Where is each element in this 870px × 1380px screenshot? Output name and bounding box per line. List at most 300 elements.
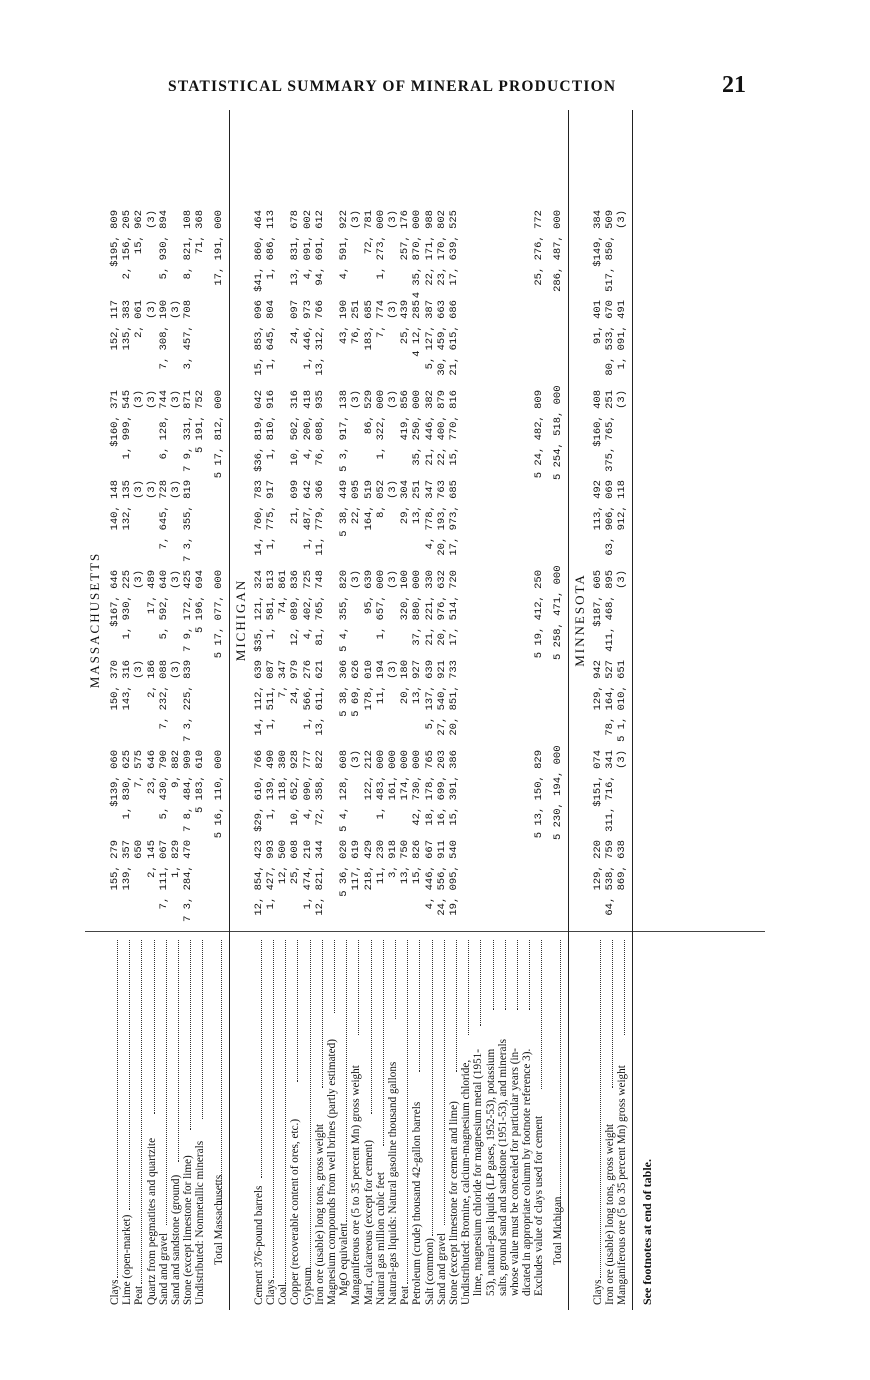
cell-value: (3) <box>133 570 146 589</box>
cell-value: 76, 251 <box>350 300 363 345</box>
cell-value: 118, 380 <box>277 750 290 801</box>
cell-value: 15, 391, 386 <box>448 750 460 826</box>
row-label: Iron ore (usable) long tons, gross weight <box>313 1123 326 1305</box>
cell-value: (3) <box>350 390 363 409</box>
cell-value: 13, 251 <box>411 480 424 525</box>
row-label: Salt (common) <box>423 1238 436 1305</box>
cell-value: 140, 148 <box>109 480 121 531</box>
row-label: Manganiferous ore (5 to 35 percent Mn) gross weight <box>350 1065 363 1305</box>
cell-value: (3) <box>170 300 182 319</box>
cell-value: 21, 221, 330 <box>423 570 436 646</box>
cell-value: 4, 200, 418 <box>301 390 314 460</box>
row-label: Quartz from pegmatites and quartzite <box>145 1137 158 1305</box>
michigan-row <box>521 110 533 1310</box>
cell-value: $41, 860, 464 <box>252 210 265 292</box>
cell-value: 12, 089, 836 <box>289 570 302 646</box>
leader-dots <box>505 940 506 1010</box>
cell-value: 94, 691, 612 <box>313 210 326 286</box>
leader-dots <box>529 940 530 1010</box>
cell-value: 14, 112, 639 <box>252 660 265 736</box>
michigan-row <box>509 110 521 1310</box>
cell-value: 1, 446, 973 <box>301 300 314 370</box>
row-label: Clays <box>265 1279 277 1305</box>
cell-value: 1, 139, 490 <box>265 750 277 820</box>
cell-value: (3) <box>387 570 399 589</box>
cell-value: (3) <box>133 660 146 679</box>
cell-value: (3) <box>170 570 182 589</box>
row-label: 53), natural-gas liquids (LP gases, 1952-53), potassium <box>484 1048 497 1296</box>
michigan-row <box>411 110 423 1310</box>
cell-value: 24, 556, 911 <box>435 840 448 916</box>
leader-dots <box>310 940 311 1273</box>
cell-value: (3) <box>387 210 399 229</box>
cell-value: 7, 111, 067 <box>157 840 170 910</box>
cell-value: 23, 170, 802 <box>435 210 448 286</box>
cell-value: 2, 145 <box>145 840 158 878</box>
row-label: Clays <box>109 1279 121 1305</box>
cell-value: 117, 619 <box>350 840 363 891</box>
leader-dots <box>166 940 167 1226</box>
cell-value: 12, 500 <box>277 840 290 885</box>
michigan-row <box>265 110 277 1310</box>
cell-value: 5 1, 010, 651 <box>616 660 629 742</box>
cell-value: 22, 171, 988 <box>423 210 436 286</box>
leader-dots <box>221 940 222 1204</box>
cell-value: 81, 765, 748 <box>313 570 326 646</box>
cell-value: 12, 821, 344 <box>313 840 326 916</box>
massachusetts-row <box>213 110 225 1310</box>
cell-value: 1, 483, 000 <box>374 750 387 820</box>
cell-value: 1, 930, 225 <box>121 570 134 640</box>
cell-value: (3) <box>387 300 399 319</box>
cell-value: (3) <box>387 660 399 679</box>
cell-value: 23, 646 <box>145 750 158 795</box>
row-label: Natural-gas liquids: Natural gasoline thousand gallons <box>387 1061 399 1305</box>
cell-value: 6, 128, 744 <box>157 390 170 460</box>
cell-value: 5 16, 110, 000 <box>212 750 225 839</box>
cell-value: 174, 000 <box>399 750 412 801</box>
cell-value: 4, 090, 777 <box>301 750 314 820</box>
leader-dots <box>612 940 613 1088</box>
leader-dots <box>346 940 347 1222</box>
michigan-row <box>448 110 460 1310</box>
cell-value: 1, 810, 916 <box>265 390 277 460</box>
cell-value: 20, 851, 733 <box>448 660 460 736</box>
cell-value: 5 13, 150, 829 <box>533 750 546 839</box>
cell-value: (3) <box>616 570 629 589</box>
cell-value: 5, 930, 894 <box>157 210 170 280</box>
cell-value: 7 9, 172, 425 <box>182 570 195 652</box>
row-label: Coal <box>277 1283 290 1305</box>
cell-value: 43, 190 <box>338 300 351 345</box>
cell-value: 74, 861 <box>277 570 290 615</box>
cell-value: 2, 186 <box>145 660 158 698</box>
cell-value: 7 3, 225, 839 <box>182 660 195 742</box>
cell-value: 22, 400, 879 <box>435 390 448 466</box>
cell-value: 122, 212 <box>362 750 375 801</box>
cell-value: (3) <box>387 390 399 409</box>
cell-value: 24, 097 <box>289 300 302 345</box>
cell-value: 5, 127, 387 <box>423 300 436 370</box>
row-label: Peat <box>133 1285 146 1305</box>
cell-value: (3) <box>616 210 629 229</box>
cell-value: $36, 819, 042 <box>252 390 265 472</box>
leader-dots <box>493 940 494 1010</box>
cell-value: (3) <box>145 300 158 319</box>
cell-value: 7, 232, 088 <box>157 660 170 730</box>
cell-value: 4 12, 285 <box>411 300 424 357</box>
cell-value: 5 36, 020 <box>338 840 351 897</box>
cell-value: 155, 279 <box>109 840 121 891</box>
cell-value: 1, 775, 917 <box>265 480 277 550</box>
massachusetts-row <box>109 110 121 1310</box>
cell-value: 2, 156, 205 <box>121 210 134 280</box>
cell-value: 419, 856 <box>399 390 412 441</box>
cell-value: 13, 927 <box>411 660 424 705</box>
cell-value: 9, 882 <box>170 750 182 788</box>
cell-value: 1, 830, 625 <box>121 750 134 820</box>
cell-value: 21, 446, 382 <box>423 390 436 466</box>
leader-dots <box>456 940 457 1072</box>
cell-value: (3) <box>170 390 182 409</box>
cell-value: 5 19, 412, 250 <box>533 570 546 659</box>
michigan-row <box>485 110 497 1310</box>
leader-dots <box>117 940 118 1279</box>
leader-dots <box>202 940 203 1120</box>
massachusetts-row <box>182 110 194 1310</box>
cell-value: 1, 829 <box>170 840 182 878</box>
cell-value: 21, 699 <box>289 480 302 525</box>
michigan-row <box>472 110 484 1310</box>
page-title: STATISTICAL SUMMARY OF MINERAL PRODUCTION <box>168 78 617 95</box>
michigan-row <box>338 110 350 1310</box>
cell-value: 4, 446, 667 <box>423 840 436 910</box>
cell-value: 5 17, 812, 000 <box>212 390 225 479</box>
row-label: Cement 376-pound barrels <box>252 1185 265 1305</box>
leader-dots <box>419 940 420 1072</box>
cell-value: $160, 408 <box>591 390 604 447</box>
cell-value: 17, 514, 720 <box>448 570 460 646</box>
cell-value: 12, 854, 423 <box>252 840 265 916</box>
cell-value: 7, 575 <box>133 750 146 788</box>
cell-value: 15, 826 <box>411 840 424 885</box>
cell-value: 72, 781 <box>362 210 375 255</box>
cell-value: 25, 608 <box>289 840 302 885</box>
cell-value: 13, 611, 621 <box>313 660 326 736</box>
leader-dots <box>285 940 286 1284</box>
cell-value: (3) <box>350 210 363 229</box>
michigan-row <box>277 110 289 1310</box>
cell-value: 132, 135 <box>121 480 134 531</box>
row-label: Sand and gravel <box>435 1232 448 1305</box>
michigan-row <box>363 110 375 1310</box>
cell-value: 30, 459, 663 <box>435 300 448 376</box>
cell-value: 164, 519 <box>362 480 375 531</box>
leader-dots <box>395 940 396 1019</box>
cell-value: 150, 370 <box>109 660 121 711</box>
row-label: Undistributed: Nonmetallic minerals <box>194 1140 207 1305</box>
massachusetts-row <box>133 110 145 1310</box>
leader-dots <box>432 940 433 1236</box>
cell-value: (3) <box>350 750 363 769</box>
massachusetts-row <box>121 110 133 1310</box>
row-label: salts, ground sand and sandstone (1951-53), and minerals <box>496 1039 509 1296</box>
cell-value: 21, 615, 686 <box>448 300 460 376</box>
cell-value: 17, 191, 000 <box>212 210 225 286</box>
row-label: Iron ore (usable) long tons, gross weight <box>604 1123 616 1305</box>
cell-value: (3) <box>170 660 182 679</box>
cell-value: 7 9, 331, 871 <box>182 390 195 472</box>
cell-value: 129, 220 <box>591 840 604 891</box>
cell-value: 129, 942 <box>591 660 604 711</box>
cell-value: 320, 100 <box>399 570 412 621</box>
cell-value: 5 4, 355, 820 <box>338 570 351 652</box>
michigan-section-title: MICHIGAN <box>232 578 248 662</box>
michigan-row <box>552 110 564 1310</box>
cell-value: 1, 999, 545 <box>121 390 134 460</box>
cell-value: (3) <box>616 750 629 769</box>
cell-value: 11, 779, 366 <box>313 480 326 556</box>
cell-value: 7, 347 <box>277 660 290 698</box>
cell-value: 5 24, 482, 809 <box>533 390 546 479</box>
leader-dots <box>190 940 191 1130</box>
cell-value: 13, 312, 766 <box>313 300 326 376</box>
michigan-row <box>533 110 545 1310</box>
cell-value: 35, 250, 000 <box>411 390 424 466</box>
cell-value: $167, 646 <box>109 570 121 627</box>
cell-value: 869, 638 <box>616 840 629 891</box>
michigan-row <box>253 110 265 1310</box>
cell-value: 5 183, 610 <box>194 750 207 814</box>
cell-value: 5 196, 694 <box>194 570 207 634</box>
cell-value: (3) <box>350 570 363 589</box>
leader-dots <box>600 940 601 1279</box>
cell-value: 5 17, 077, 000 <box>212 570 225 659</box>
cell-value: 7 3, 284, 470 <box>182 840 195 922</box>
cell-value: 183, 685 <box>362 300 375 351</box>
cell-value: 4, 402, 725 <box>301 570 314 640</box>
cell-value: 375, 765, 251 <box>604 390 616 472</box>
cell-value: 20, 976, 632 <box>435 570 448 646</box>
cell-value: (3) <box>170 480 182 499</box>
cell-value: 5 230, 194, 000 <box>551 745 564 840</box>
cell-value: 72, 358, 822 <box>313 750 326 826</box>
cell-value: 7 3, 355, 819 <box>182 480 195 562</box>
cell-value: 178, 010 <box>362 660 375 711</box>
cell-value: 17, 973, 685 <box>448 480 460 556</box>
cell-value: 15, 853, 096 <box>252 300 265 376</box>
row-label: Peat <box>399 1285 412 1305</box>
cell-value: 1, 427, 993 <box>265 840 277 910</box>
cell-value: 13, 831, 678 <box>289 210 302 286</box>
row-label: Manganiferous ore (5 to 35 percent Mn) gross weight <box>616 1065 629 1305</box>
row-label: Excludes value of clays used for cement <box>533 1115 546 1296</box>
minnesota-row <box>592 110 604 1310</box>
cell-value: 5 254, 518, 000 <box>551 385 564 480</box>
cell-value: 517, 850, 509 <box>604 210 616 292</box>
row-label: Undistributed: Bromine, calcium-magnesium chloride, <box>460 1059 473 1305</box>
cell-value: (3) <box>616 390 629 409</box>
cell-value: 113, 492 <box>591 480 604 531</box>
michigan-row <box>399 110 411 1310</box>
cell-value: 1, 474, 210 <box>301 840 314 910</box>
massachusetts-row <box>146 110 158 1310</box>
cell-value: 37, 880, 000 <box>411 570 424 646</box>
leader-dots <box>517 940 518 1010</box>
cell-value: 286, 487, 000 <box>551 210 564 292</box>
row-label: Natural gas million cubic feet <box>374 1172 387 1305</box>
row-label: Total Michigan <box>551 1196 564 1265</box>
cell-value: (3) <box>133 390 146 409</box>
row-label: Stone (except limestone for cement and lime) <box>448 1101 460 1305</box>
cell-value: 1, 487, 642 <box>301 480 314 550</box>
cell-value: 7, 645, 728 <box>157 480 170 550</box>
row-label: whose value must be concealed for particular years (in- <box>509 1048 521 1296</box>
cell-value: 7 8, 484, 909 <box>182 750 195 832</box>
cell-value: 16, 699, 203 <box>435 750 448 826</box>
cell-value: 24, 979 <box>289 660 302 705</box>
cell-value: 29, 304 <box>399 480 412 525</box>
cell-value: 1, 566, 276 <box>301 660 314 730</box>
michigan-row <box>436 110 448 1310</box>
page-header <box>0 72 870 102</box>
row-label: dicated in appropriate column by footnote reference 3). <box>521 1048 534 1296</box>
cell-value: 5 69, 626 <box>350 660 363 717</box>
leader-dots <box>444 940 445 1226</box>
cell-value: 1, 657, 000 <box>374 570 387 640</box>
cell-value: $187, 605 <box>591 570 604 627</box>
cell-value: 912, 118 <box>616 480 629 531</box>
section-rule <box>229 110 230 1310</box>
row-label: Sand and gravel <box>157 1232 170 1305</box>
michigan-row <box>460 110 472 1310</box>
cell-value: 71, 368 <box>194 210 207 255</box>
minnesota-row <box>604 110 616 1310</box>
massachusetts-row <box>170 110 182 1310</box>
cell-value: 4, 778, 347 <box>423 480 436 550</box>
cell-value: $160, 371 <box>109 390 121 447</box>
page-number: 21 <box>722 72 746 98</box>
cell-value: 218, 429 <box>362 840 375 891</box>
cell-value: 20, 180 <box>399 660 412 705</box>
cell-value: 10, 652, 928 <box>289 750 302 826</box>
cell-value: 161, 000 <box>387 750 399 801</box>
row-label: Clays <box>591 1279 604 1305</box>
cell-value: 4, 091, 002 <box>301 210 314 280</box>
massachusetts-section-title: MASSACHUSETTS <box>87 551 102 689</box>
leader-dots <box>129 940 130 1210</box>
cell-value: 22, 095 <box>350 480 363 525</box>
leader-dots <box>358 940 359 1035</box>
cell-value: 63, 906, 069 <box>604 480 616 556</box>
cell-value: 10, 502, 316 <box>289 390 302 466</box>
cell-value: 78, 164, 527 <box>604 660 616 736</box>
leader-dots <box>468 940 469 1035</box>
cell-value: 311, 716, 341 <box>604 750 616 832</box>
cell-value: 86, 529 <box>362 390 375 435</box>
cell-value: 135, 383 <box>121 300 134 351</box>
cell-value: 4, 591, 922 <box>338 210 351 280</box>
cell-value: 7, 308, 190 <box>157 300 170 370</box>
minnesota-row <box>616 110 628 1310</box>
cell-value: 257, 176 <box>399 210 412 261</box>
footnote: See footnotes at end of table. <box>640 1159 655 1305</box>
cell-value: 2, 061 <box>133 300 146 338</box>
cell-value: 1, 091, 491 <box>616 300 629 370</box>
cell-value: 25, 276, 772 <box>533 210 546 286</box>
michigan-row <box>375 110 387 1310</box>
michigan-row <box>326 110 338 1310</box>
leader-dots <box>273 940 274 1279</box>
rotated-table <box>85 110 765 1310</box>
leader-dots <box>560 940 561 1231</box>
cell-value: 13, 750 <box>399 840 412 885</box>
row-label: Lime (open-market) <box>121 1214 134 1305</box>
cell-value: 19, 095, 540 <box>448 840 460 916</box>
row-label: lime, magnesium chloride for magnesium metal (1951- <box>472 1049 485 1296</box>
leader-dots <box>178 940 179 1162</box>
michigan-row <box>424 110 436 1310</box>
cell-value: $29, 610, 766 <box>252 750 265 832</box>
cell-value: 411, 468, 895 <box>604 570 616 652</box>
cell-value: 8, 821, 108 <box>182 210 195 280</box>
cell-value: $149, 384 <box>591 210 604 267</box>
cell-value: 139, 357 <box>121 840 134 891</box>
leader-dots <box>624 940 625 1035</box>
cell-value: 76, 088, 935 <box>313 390 326 466</box>
row-label: Marl, calcareous (except for cement) <box>362 1140 375 1305</box>
cell-value: $35, 121, 324 <box>252 570 265 652</box>
cell-value: 95, 639 <box>362 570 375 615</box>
cell-value: 42, 730, 000 <box>411 750 424 826</box>
massachusetts-row <box>194 110 206 1310</box>
cell-value: $195, 809 <box>109 210 121 267</box>
cell-value: 5 4, 128, 608 <box>338 750 351 832</box>
leader-dots <box>407 940 408 1284</box>
row-label: Magnesium compounds from well brines (partly estimated) <box>326 1039 338 1305</box>
cell-value: 3, 918 <box>387 840 399 878</box>
row-label: Sand and sandstone (ground) <box>170 1174 182 1305</box>
row-label: Copper (recoverable content of ores, etc.) <box>289 1118 302 1305</box>
cell-value: 5, 592, 640 <box>157 570 170 640</box>
section-rule <box>632 110 633 1310</box>
cell-value: 17, 639, 525 <box>448 210 460 286</box>
cell-value: 4 35, 870, 000 <box>411 210 424 299</box>
leader-dots <box>261 940 262 1178</box>
michigan-row <box>289 110 301 1310</box>
cell-value: 15, 770, 816 <box>448 390 460 466</box>
cell-value: 17, 489 <box>145 570 158 615</box>
cell-value: 80, 533, 670 <box>604 300 616 376</box>
cell-value: 5 38, 306 <box>338 660 351 717</box>
leader-dots <box>322 940 323 1088</box>
cell-value: 152, 117 <box>109 300 121 351</box>
cell-value: (3) <box>387 480 399 499</box>
cell-value: 8, 052 <box>374 480 387 518</box>
massachusetts-row <box>158 110 170 1310</box>
section-rule <box>568 110 569 1310</box>
leader-dots <box>334 940 335 1014</box>
cell-value: 1, 322, 000 <box>374 390 387 460</box>
leader-dots <box>371 940 372 1114</box>
cell-value: (3) <box>133 480 146 499</box>
leader-dots <box>297 940 298 1082</box>
row-label: MgO equivalent <box>338 1222 351 1296</box>
row-label: Gypsum <box>301 1267 314 1305</box>
cell-value: 11, 194 <box>374 660 387 705</box>
cell-value: 1, 645, 804 <box>265 300 277 370</box>
leader-dots <box>541 940 542 1089</box>
